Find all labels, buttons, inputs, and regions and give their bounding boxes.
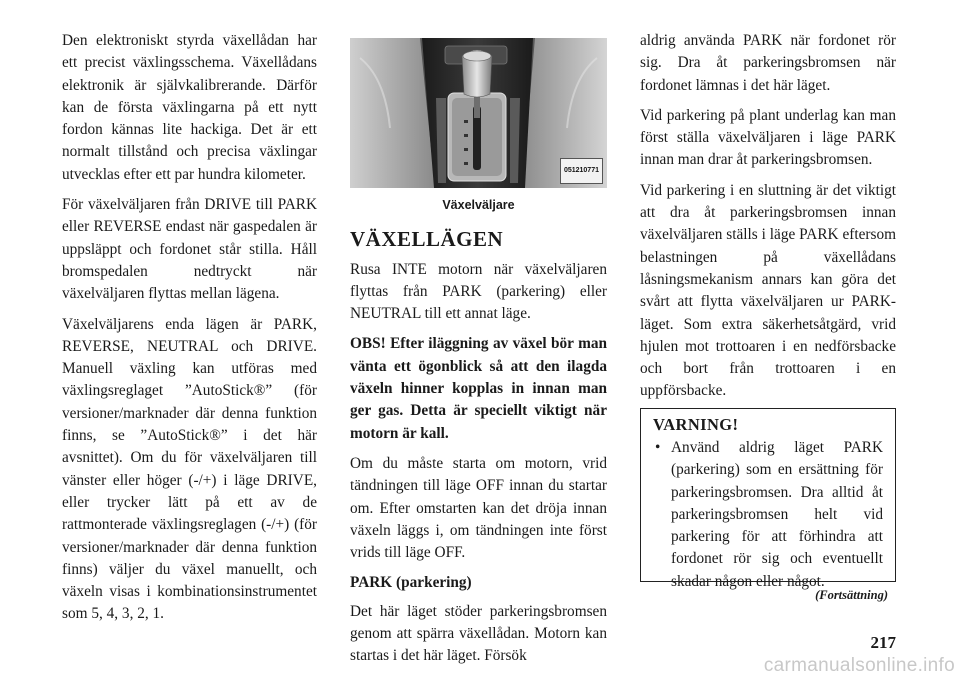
warning-item xyxy=(653,437,883,593)
watermark: carmanualsonline.info xyxy=(763,655,955,676)
continued-label: (Fortsättning) xyxy=(815,588,888,602)
note-paragraph: OBS! Efter iläggning av växel bör man vänta ett ögonblick så att den ilagda växeln hinner kopplas in innan man ger gas. Detta är speciellt viktigt när motorn är kall. xyxy=(350,335,607,442)
gear-shifter-photo xyxy=(350,38,607,188)
paragraph: Den elektroniskt styrda växellådan har ett precist växlingsschema. Växellådans elektronik är självkalibrerande. Därför kan de första växlingarna på ett nytt fordon kännas lite hackiga. Det är ett normalt tillstånd och precisa växlingar utvecklas efter ett par hundra kilometer. xyxy=(62,32,317,183)
bullet-icon: • xyxy=(655,439,661,456)
subheading-park: PARK (parkering) xyxy=(350,574,472,592)
page-number: 217 xyxy=(870,633,896,652)
warning-text: Använd aldrig läget PARK (parkering) som en ersättning för parkeringsbromsen. Dra alltid åt parkeringsbromsen helt vid parkering för att förhindra att fordonet rör sig och eventuellt skadar någon eller något. xyxy=(671,439,883,590)
paragraph: Det här läget stöder parkeringsbromsen genom att spärra växellådan. Motorn kan startas i det här läget. Försök xyxy=(350,602,607,665)
text-column-right xyxy=(640,30,896,403)
warning-box xyxy=(640,408,896,590)
section-title: VÄXELLÄGEN xyxy=(350,227,504,252)
paragraph: Om du måste starta om motorn, vrid tändningen till läge OFF innan du startar om. Efter omstarten kan det dröja innan växeln läggs i, om tändningen inte först vrids till läge OFF. xyxy=(350,454,607,562)
paragraph: Växelväljarens enda lägen är PARK, REVERSE, NEUTRAL och DRIVE. Manuell växling kan utföras med växlingsreglaget ”AutoStick®” (för versioner/marknader där denna funktion finns, se ”AutoStick®” i det här avsnittet). Om du för växelväljaren till vänster eller höger (-/+) i läge DRIVE, eller trycker lätt på ett av de rattmonterade växlingsreglagen (-/+) (för versioner/marknader där denna funktion finns) väljer du växel manuellt, och växeln visas i kombinationsinstrumentet som 5, 4, 3, 2, 1. xyxy=(62,315,317,623)
paragraph: Vid parkering i en sluttning är det viktigt att dra åt parkeringsbromsen innan växelväljaren ställs i läge PARK eftersom belastningen på växellådans låsningsmekanism annars kan göra det svårt att flytta växelväljaren ur PARK-läget. Som extra säkerhetsåtgärd, vrid hjulen mot trottoaren i en nedförsbacke och bort från trottoaren i en uppförsbacke. xyxy=(640,181,896,400)
text-column-left xyxy=(62,30,317,626)
paragraph: aldrig använda PARK när fordonet rör sig. Dra åt parkeringsbromsen när fordonet lämnas i det här läget. xyxy=(640,32,896,94)
warning-title: VARNING! xyxy=(653,415,739,434)
paragraph: Rusa INTE motorn när växelväljaren flyttas från PARK (parkering) eller NEUTRAL till ett annat läge. xyxy=(350,260,607,323)
image-caption: Växelväljare xyxy=(442,198,515,212)
paragraph: Vid parkering på plant underlag kan man först ställa växelväljaren i läge PARK innan man drar åt parkeringsbromsen. xyxy=(640,106,896,169)
image-code-label: 051210771 xyxy=(560,158,603,184)
text-column-middle xyxy=(350,38,607,668)
paragraph: För växelväljaren från DRIVE till PARK eller REVERSE endast när gaspedalen är uppsläppt och fordonet står stilla. Håll bromspedalen nedtryckt när växelväljaren flyttas mellan lägena. xyxy=(62,196,317,303)
